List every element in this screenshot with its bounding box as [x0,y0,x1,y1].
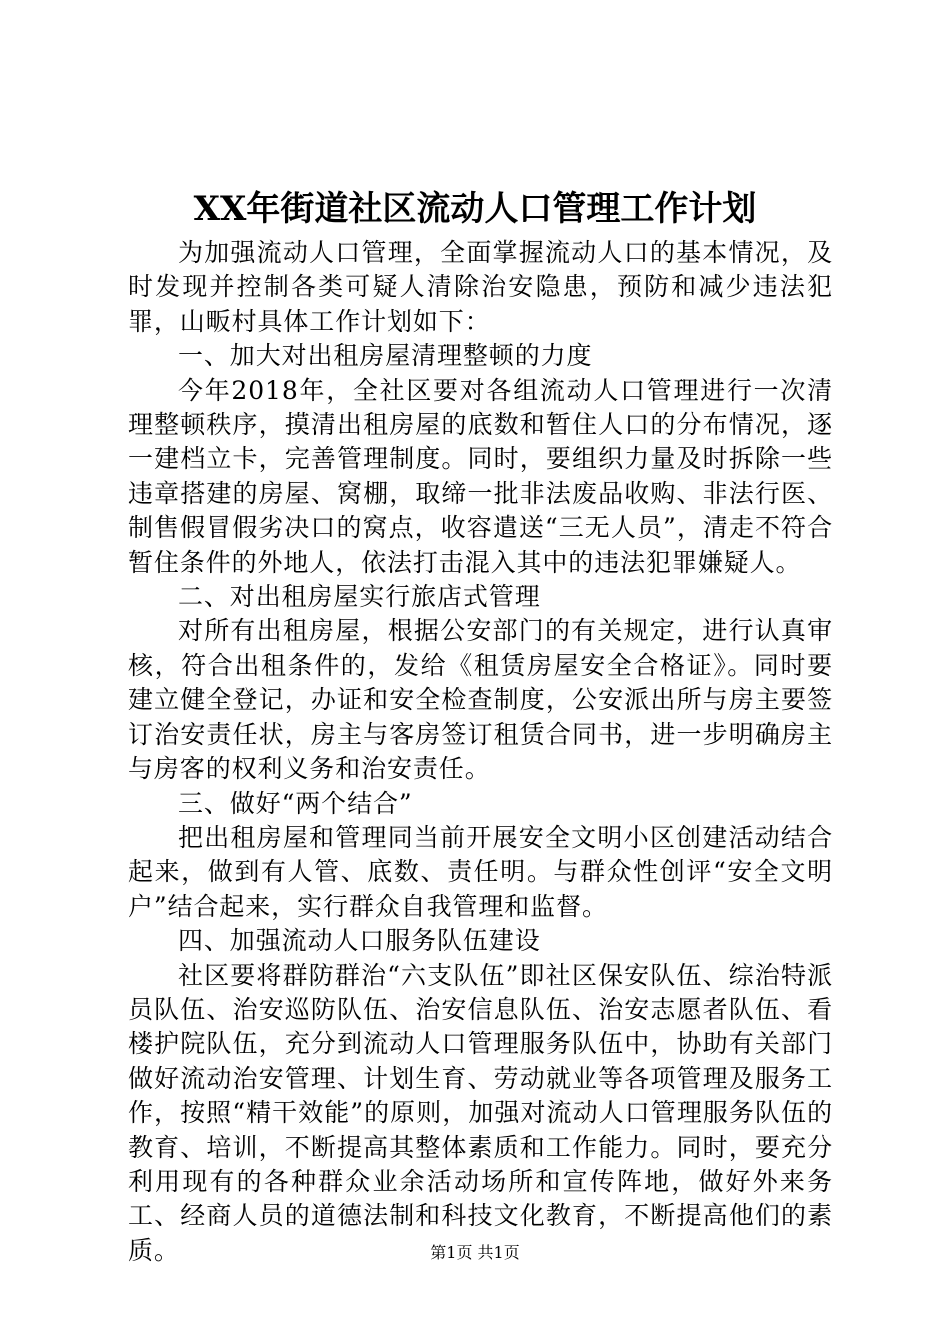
section-paragraph-4: 社区要将群防群治“六支队伍”即社区保安队伍、综治特派员队伍、治安巡防队伍、治安信息队伍、治安志愿者队伍、看楼护院队伍，充分到流动人口管理服务队伍中，协助有关部门做好流动治安管理、计划生育、劳动就业等各项管理及服务工作，按照“精干效能”的原则，加强对流动人口管理服务队伍的教育、培训，不断提高其整体素质和工作能力。同时，要充分利用现有的各种群众业余活动场所和宣传阵地，做好外来务工、经商人员的道德法制和科技文化教育，不断提高他们的素质。 [128,960,833,1265]
section-heading-2: 二、对出租房屋实行旅店式管理 [178,582,541,612]
section-heading-4: 四、加强流动人口服务队伍建设 [178,926,541,956]
section-paragraph-2: 对所有出租房屋，根据公安部门的有关规定，进行认真审核，符合出租条件的，发给《租赁房屋安全合格证》。同时要建立健全登记，办证和安全检查制度，公安派出所与房主要签订治安责任状，房主与客房签订租赁合同书，进一步明确房主与房客的权利义务和治安责任。 [128,616,833,784]
section-paragraph-1: 今年2018年，全社区要对各组流动人口管理进行一次清理整顿秩序，摸清出租房屋的底数和暂住人口的分布情况，逐一建档立卡，完善管理制度。同时，要组织力量及时拆除一些违章搭建的房屋、窝棚，取缔一批非法废品收购、非法行医、制售假冒假劣决口的窝点，收容遣送“三无人员”，清走不符合暂住条件的外地人，依法打击混入其中的违法犯罪嫌疑人。 [128,375,833,577]
intro-paragraph: 为加强流动人口管理，全面掌握流动人口的基本情况，及时发现并控制各类可疑人清除治安隐患，预防和减少违法犯罪，山畈村具体工作计划如下： [128,238,833,336]
section-heading-1: 一、加大对出租房屋清理整顿的力度 [178,341,593,371]
document-title: XX年街道社区流动人口管理工作计划 [193,189,757,229]
section-paragraph-3: 把出租房屋和管理同当前开展安全文明小区创建活动结合起来，做到有人管、底数、责任明。与群众性创评“安全文明户”结合起来，实行群众自我管理和监督。 [128,822,833,921]
document-body [128,236,833,1268]
section-heading-3: 三、做好“两个结合” [178,788,413,818]
page-footer: 第1页 共1页 [430,1243,520,1262]
